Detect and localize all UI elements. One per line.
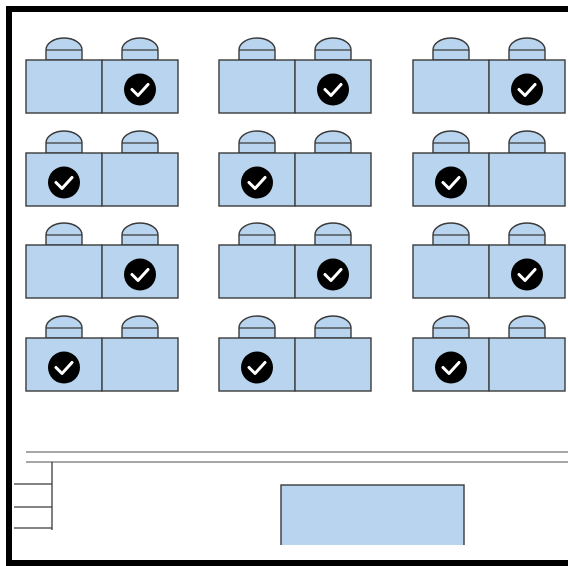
desk — [295, 153, 371, 206]
check-circle — [317, 259, 349, 291]
chair — [239, 38, 275, 60]
desk-pair — [413, 223, 565, 298]
chair — [239, 316, 275, 338]
check-icon — [124, 259, 156, 291]
desk-pair — [219, 131, 371, 206]
check-icon — [435, 352, 467, 384]
chair — [315, 131, 351, 153]
desk-pair — [413, 38, 565, 113]
chair — [122, 131, 158, 153]
desk — [295, 338, 371, 391]
check-circle — [435, 167, 467, 199]
desk — [219, 60, 295, 113]
desk — [219, 245, 295, 298]
chair — [509, 223, 545, 245]
check-icon — [48, 352, 80, 384]
check-circle — [241, 167, 273, 199]
chair — [315, 38, 351, 60]
desk — [489, 153, 565, 206]
check-circle — [124, 74, 156, 106]
teacher-desk — [281, 485, 464, 545]
check-circle — [435, 352, 467, 384]
desk-pair — [219, 316, 371, 391]
side-shelf — [14, 462, 52, 530]
check-icon — [124, 74, 156, 106]
chair — [46, 131, 82, 153]
check-circle — [241, 352, 273, 384]
check-icon — [511, 259, 543, 291]
chair — [509, 131, 545, 153]
chair — [509, 316, 545, 338]
desk-pair — [26, 38, 178, 113]
desk — [489, 338, 565, 391]
desk-pair — [219, 38, 371, 113]
check-circle — [48, 167, 80, 199]
chair — [509, 38, 545, 60]
chair — [433, 131, 469, 153]
chair — [122, 316, 158, 338]
check-circle — [511, 74, 543, 106]
check-icon — [241, 167, 273, 199]
check-icon — [511, 74, 543, 106]
check-circle — [48, 352, 80, 384]
chair — [46, 316, 82, 338]
chair — [315, 223, 351, 245]
desk-pair — [219, 223, 371, 298]
desk — [26, 60, 102, 113]
desk-pair — [413, 131, 565, 206]
chair — [239, 131, 275, 153]
chair — [122, 38, 158, 60]
chair — [46, 38, 82, 60]
chair — [315, 316, 351, 338]
desk — [413, 245, 489, 298]
desk-pair — [26, 316, 178, 391]
desk-pair — [413, 316, 565, 391]
chair — [239, 223, 275, 245]
check-icon — [48, 167, 80, 199]
check-icon — [317, 259, 349, 291]
check-icon — [241, 352, 273, 384]
desk — [102, 153, 178, 206]
check-icon — [435, 167, 467, 199]
check-circle — [124, 259, 156, 291]
chair — [122, 223, 158, 245]
check-icon — [317, 74, 349, 106]
desk — [102, 338, 178, 391]
desk — [26, 245, 102, 298]
desk — [413, 60, 489, 113]
desk-pair — [26, 131, 178, 206]
chair — [433, 316, 469, 338]
chair — [46, 223, 82, 245]
desk-pair — [26, 223, 178, 298]
chair — [433, 223, 469, 245]
check-circle — [317, 74, 349, 106]
chair — [433, 38, 469, 60]
check-circle — [511, 259, 543, 291]
